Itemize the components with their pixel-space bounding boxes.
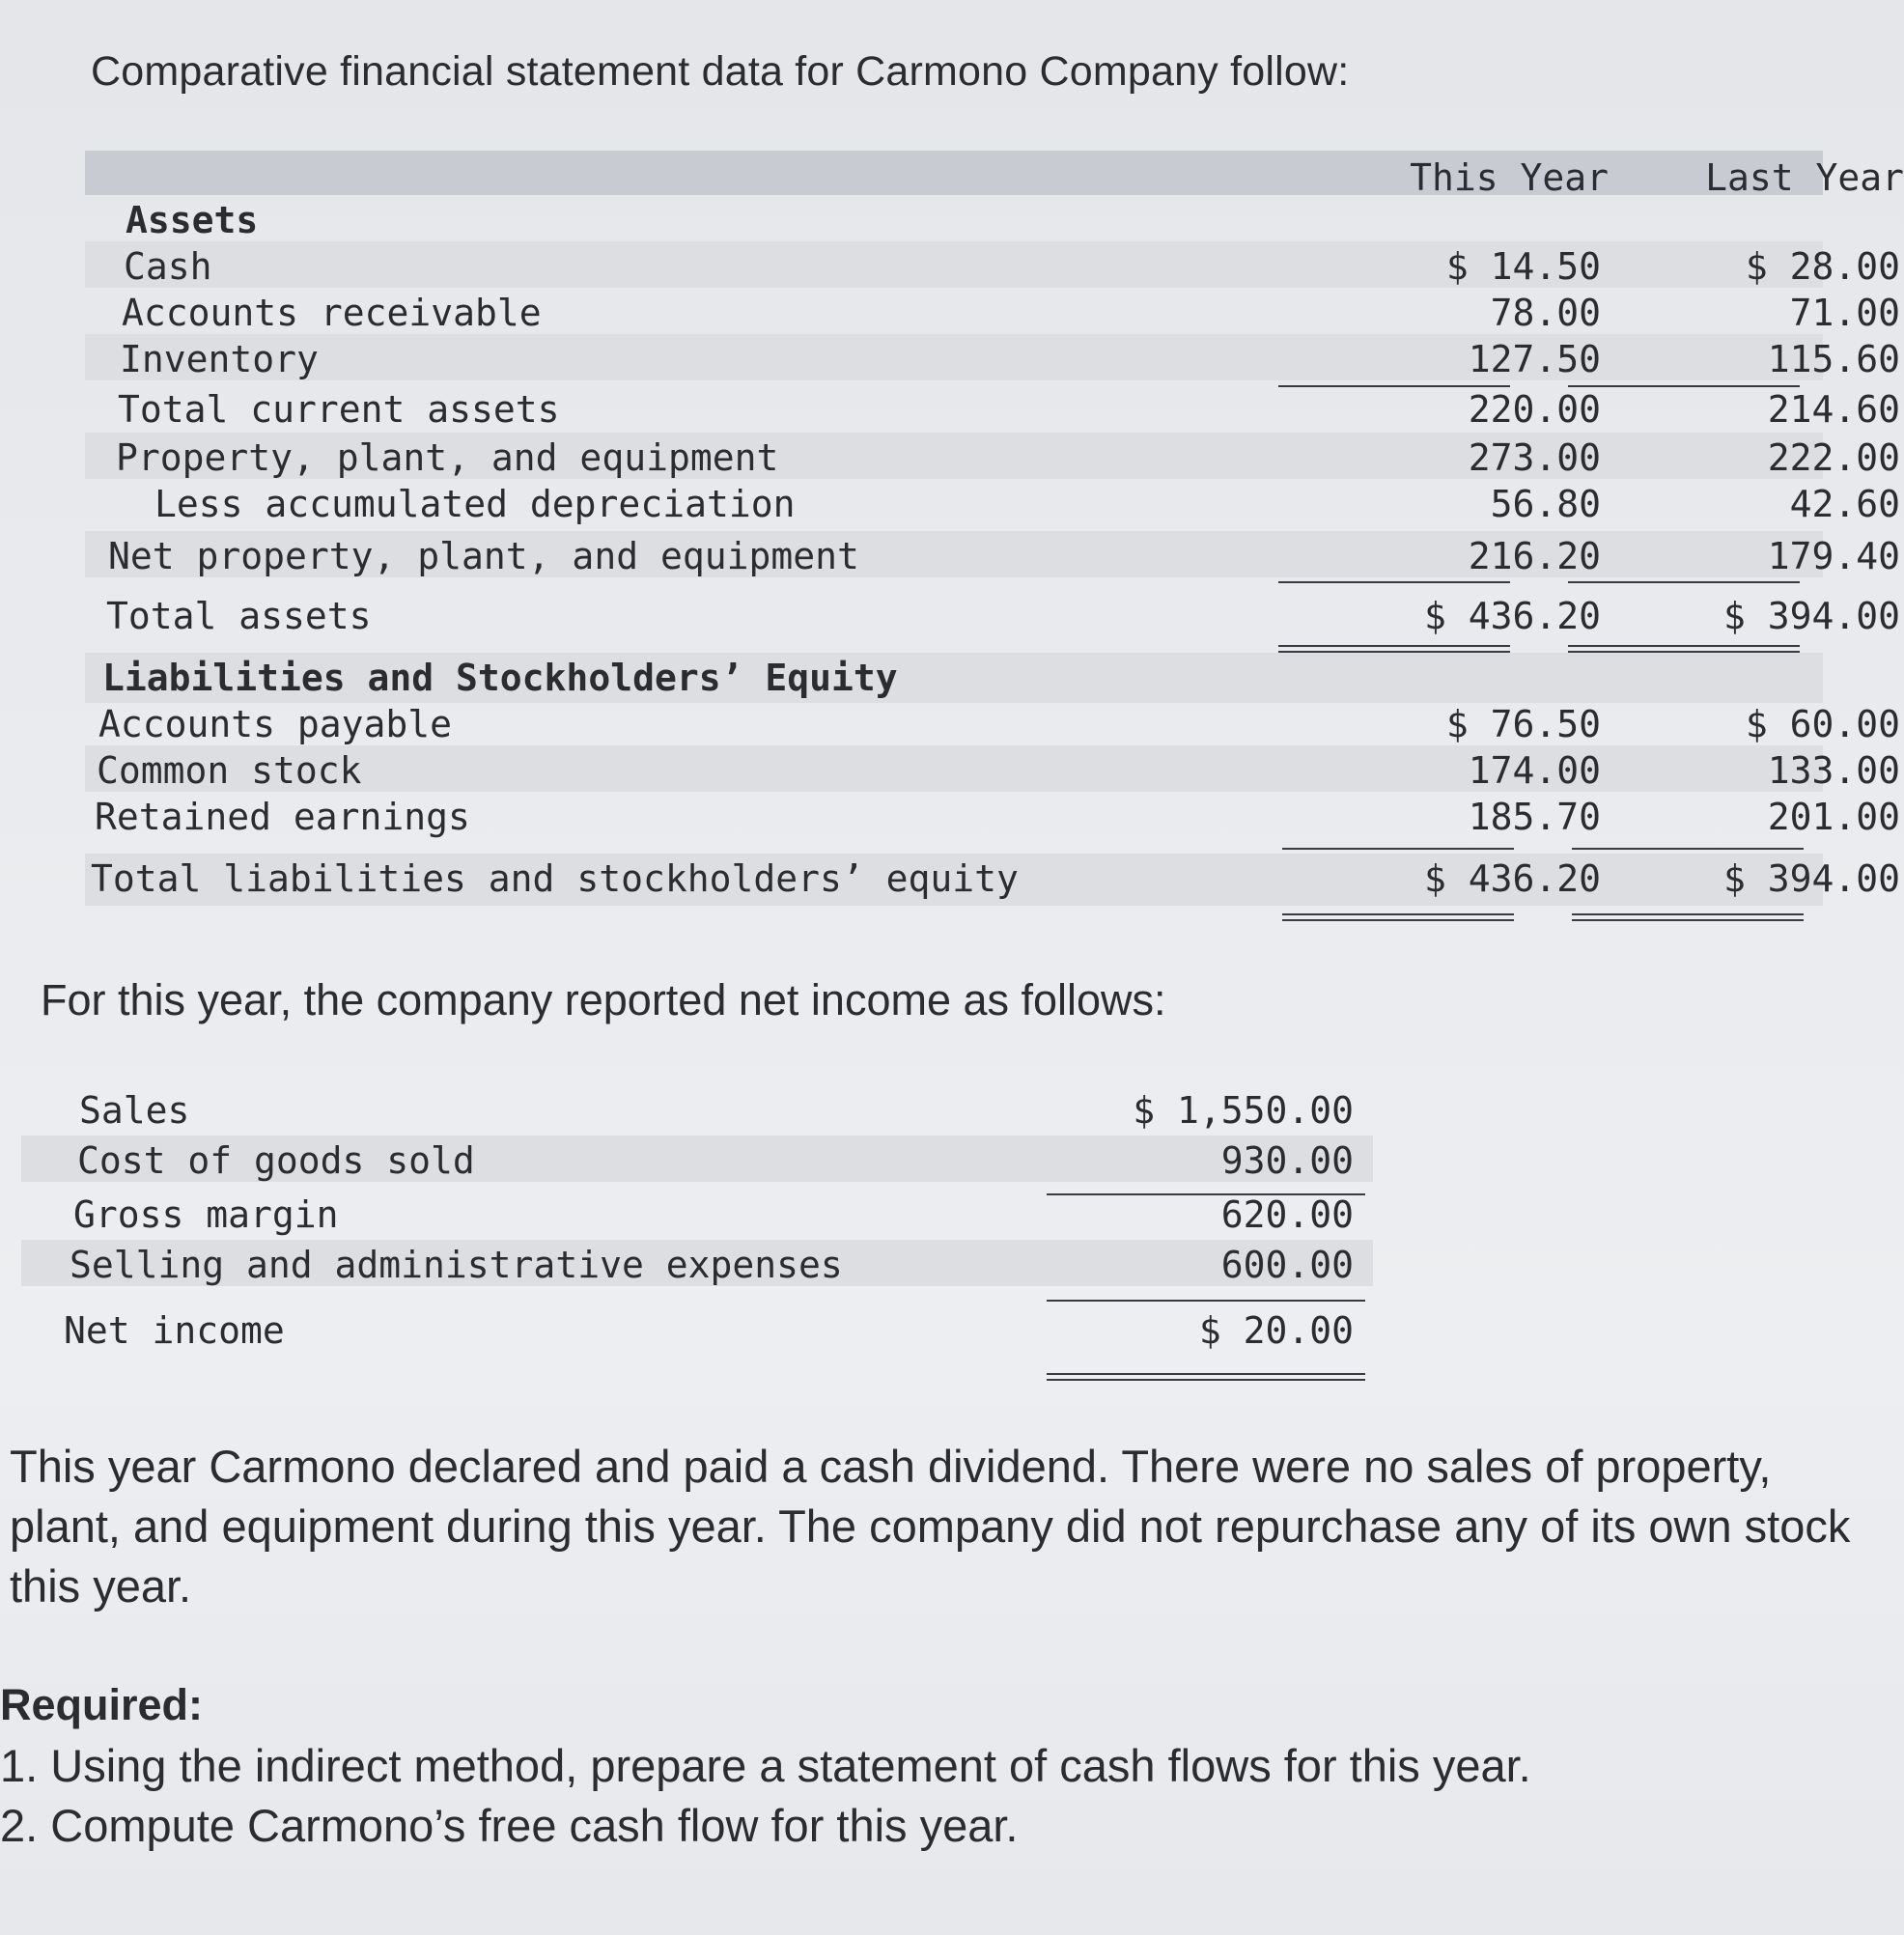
table-row <box>85 288 1900 334</box>
subtotal-rule <box>1282 848 1514 850</box>
last-year-value: 214.60 <box>1767 388 1900 431</box>
subtotal-rule <box>1278 581 1510 583</box>
liabilities-heading-row <box>85 653 1823 703</box>
column-header-last-year: Last Year <box>1705 156 1904 199</box>
table-row <box>85 479 1900 525</box>
table-row <box>21 1240 1373 1286</box>
net-income-intro-text: For this year, the company reported net income as follows: <box>41 975 1166 1024</box>
row-label: Common stock <box>97 749 362 792</box>
table-row <box>85 745 1900 792</box>
row-label: Gross margin <box>73 1193 339 1236</box>
this-year-value: 216.20 <box>1468 535 1601 577</box>
this-year-value: 273.00 <box>1468 436 1601 479</box>
balance-sheet-table <box>85 151 1904 923</box>
this-year-value: $ 14.50 <box>1445 245 1601 288</box>
last-year-value: $ 394.00 <box>1722 857 1900 900</box>
balance-sheet-header <box>85 151 1904 199</box>
row-label: Accounts receivable <box>122 292 542 334</box>
last-year-value: 42.60 <box>1789 483 1900 525</box>
this-year-value: 220.00 <box>1468 388 1601 431</box>
required-section <box>0 1680 1834 1856</box>
assets-heading: Assets <box>126 199 259 241</box>
last-year-value: 222.00 <box>1767 436 1900 479</box>
total-double-rule <box>1047 1373 1365 1381</box>
assets-heading-row <box>85 195 1823 241</box>
row-label: Cash <box>124 245 212 288</box>
last-year-value: $ 60.00 <box>1745 703 1900 745</box>
row-label: Accounts payable <box>98 703 453 745</box>
dividend-paragraph: This year Carmono declared and paid a cash dividend. There were no sales of property, plant, and equipment during this year. The company did not repurchase any of its own stock this year. <box>10 1441 1851 1612</box>
row-label: Sales <box>79 1089 190 1132</box>
row-label: Cost of goods sold <box>77 1139 475 1182</box>
amount-value: 930.00 <box>1220 1139 1354 1182</box>
this-year-value: $ 76.50 <box>1445 703 1601 745</box>
row-label: Total liabilities and stockholders’ equity <box>91 857 1019 900</box>
subtotal-rule <box>1047 1300 1365 1302</box>
amount-value: 620.00 <box>1220 1193 1354 1236</box>
total-double-rule <box>1282 913 1514 921</box>
subtotal-rule <box>1572 848 1804 850</box>
last-year-value: 201.00 <box>1767 796 1900 838</box>
row-label: Net income <box>64 1309 285 1352</box>
this-year-value: 174.00 <box>1468 749 1601 792</box>
last-year-value: 133.00 <box>1767 749 1900 792</box>
row-label: Retained earnings <box>95 796 470 838</box>
last-year-value: 115.60 <box>1767 338 1900 380</box>
last-year-value: $ 28.00 <box>1745 245 1900 288</box>
table-row <box>21 1085 1373 1132</box>
table-row <box>85 699 1900 745</box>
required-title: Required: <box>0 1680 204 1729</box>
required-item: 2. Compute Carmono’s free cash flow for this year. <box>0 1800 1019 1851</box>
this-year-value: $ 436.20 <box>1423 595 1601 637</box>
table-row <box>21 1305 1373 1352</box>
row-label: Total assets <box>106 595 372 637</box>
required-item: 1. Using the indirect method, prepare a statement of cash flows for this year. <box>0 1740 1531 1791</box>
amount-value: $ 1,550.00 <box>1133 1089 1354 1132</box>
column-header-this-year: This Year <box>1410 156 1609 199</box>
subtotal-rule <box>1568 581 1800 583</box>
row-label: Inventory <box>120 338 319 380</box>
liabilities-heading: Liabilities and Stockholders’ Equity <box>102 657 898 699</box>
amount-value: 600.00 <box>1220 1244 1354 1286</box>
intro-text: Comparative financial statement data for Carmono Company follow: <box>91 48 1350 95</box>
amount-value: $ 20.00 <box>1198 1309 1354 1352</box>
income-statement-table <box>21 1085 1373 1404</box>
table-row <box>85 591 1900 637</box>
last-year-value: 71.00 <box>1789 292 1900 334</box>
table-row <box>85 792 1900 838</box>
last-year-value: $ 394.00 <box>1722 595 1900 637</box>
table-row <box>85 854 1900 906</box>
table-row <box>85 241 1900 288</box>
row-label: Selling and administrative expenses <box>70 1244 843 1286</box>
this-year-value: $ 436.20 <box>1423 857 1601 900</box>
this-year-value: 56.80 <box>1490 483 1601 525</box>
this-year-value: 127.50 <box>1468 338 1601 380</box>
this-year-value: 78.00 <box>1490 292 1601 334</box>
total-double-rule <box>1568 645 1800 653</box>
row-label: Property, plant, and equipment <box>116 436 779 479</box>
table-row <box>85 531 1900 577</box>
total-double-rule <box>1278 645 1510 653</box>
table-row <box>85 334 1900 380</box>
total-double-rule <box>1572 913 1804 921</box>
last-year-value: 179.40 <box>1767 535 1900 577</box>
row-label: Net property, plant, and equipment <box>108 535 859 577</box>
table-row <box>85 384 1900 431</box>
this-year-value: 185.70 <box>1468 796 1601 838</box>
table-row <box>21 1136 1373 1182</box>
table-row <box>21 1190 1373 1236</box>
row-label: Total current assets <box>118 388 560 431</box>
table-row <box>85 433 1900 479</box>
row-label: Less accumulated depreciation <box>154 483 796 525</box>
